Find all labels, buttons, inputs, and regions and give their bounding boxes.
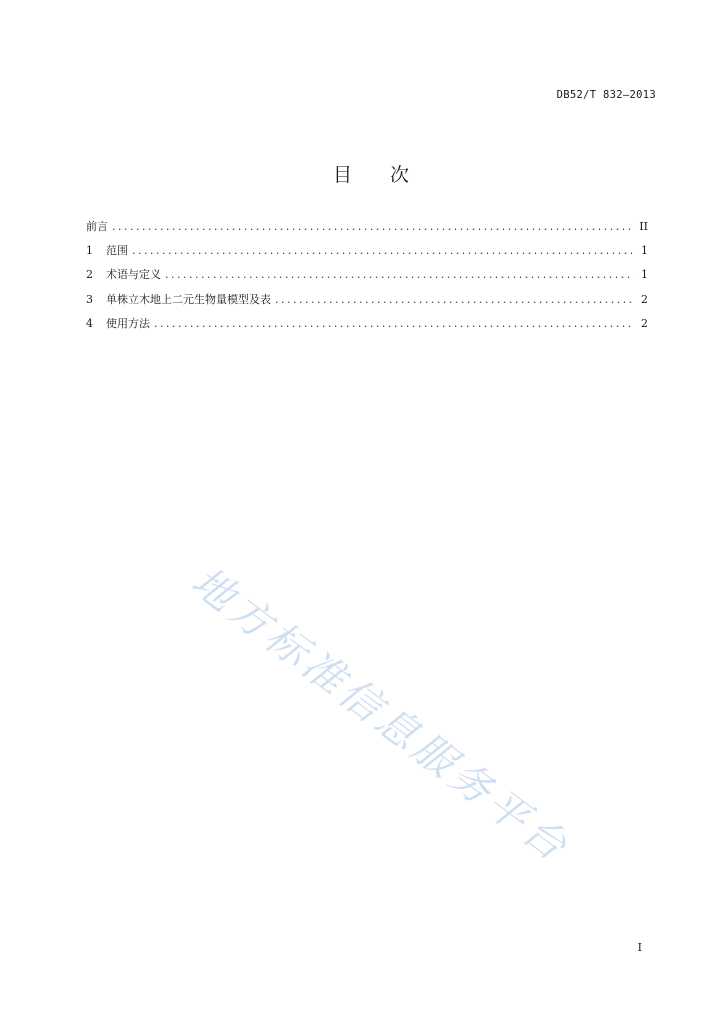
toc-entry-page: II xyxy=(639,220,648,233)
toc-entry-usage[interactable] xyxy=(86,315,648,339)
toc-title-right: 次 xyxy=(390,164,410,186)
toc-leader-dots xyxy=(275,293,634,306)
toc-entry-page: 2 xyxy=(641,292,648,306)
toc-entry-number: 3 xyxy=(86,292,93,306)
toc-entry-number: 1 xyxy=(86,244,93,258)
toc-leader-dots xyxy=(154,317,634,330)
toc-leader-dots xyxy=(132,244,634,257)
toc-entry-label: 单株立木地上二元生物量模型及表 xyxy=(106,292,271,306)
toc-list xyxy=(86,218,648,339)
toc-entry-label: 前言 xyxy=(86,220,108,233)
toc-entry-biomass-model[interactable] xyxy=(86,291,648,315)
toc-leader-dots xyxy=(165,268,634,281)
toc-entry-terms[interactable] xyxy=(86,266,648,290)
toc-entry-page: 1 xyxy=(641,244,648,258)
toc-entry-number: 4 xyxy=(86,316,93,330)
toc-title-left: 目 xyxy=(332,164,352,186)
watermark: 地方标准信息服务平台 xyxy=(182,557,580,873)
document-code: DB52/T 832—2013 xyxy=(556,89,656,101)
toc-entry-label: 术语与定义 xyxy=(106,268,161,282)
toc-entry-number: 2 xyxy=(86,268,93,282)
toc-entry-label: 使用方法 xyxy=(106,316,150,330)
toc-leader-dots xyxy=(112,220,634,233)
toc-entry-page: 2 xyxy=(641,316,648,330)
toc-entry-label: 范围 xyxy=(106,244,128,258)
toc-entry-page: 1 xyxy=(641,268,648,282)
page-number: I xyxy=(637,941,642,954)
toc-entry-foreword[interactable] xyxy=(86,218,648,242)
toc-entry-scope[interactable] xyxy=(86,242,648,266)
toc-title xyxy=(0,160,724,187)
